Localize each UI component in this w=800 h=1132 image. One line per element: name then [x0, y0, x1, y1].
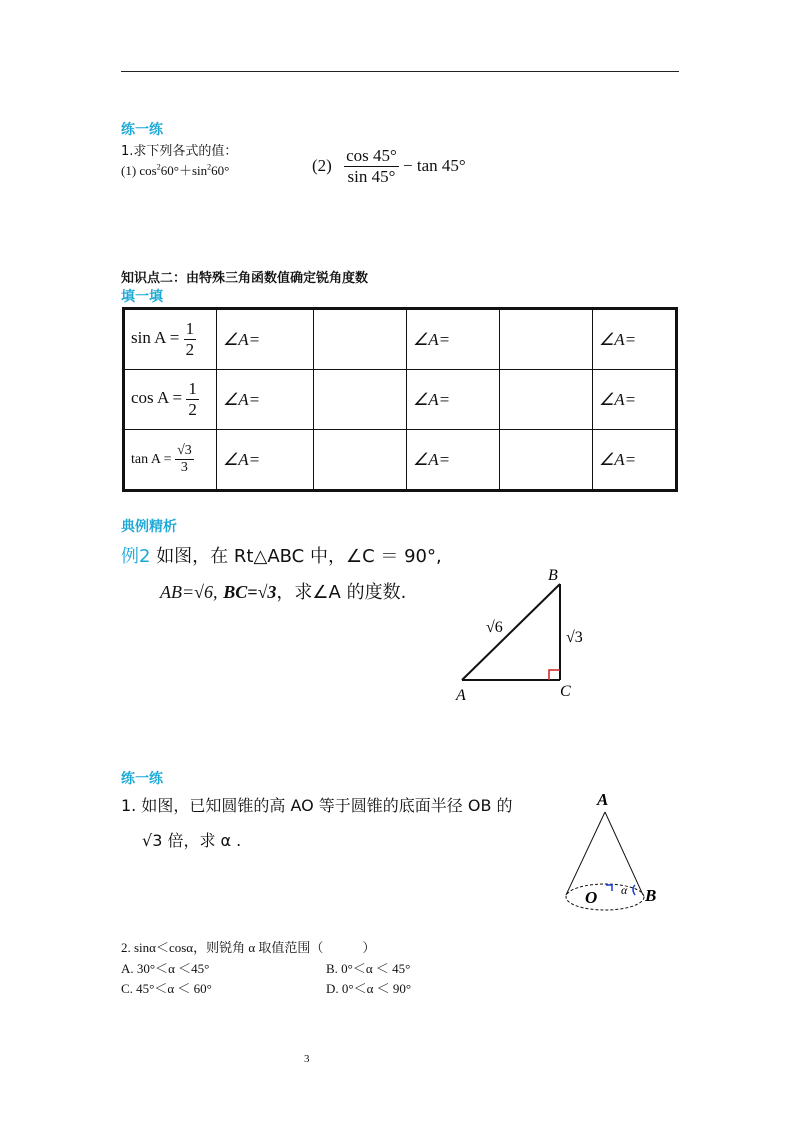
cone-left-edge [566, 812, 605, 895]
hypotenuse-line [462, 584, 560, 680]
vertex-b-label: B [548, 567, 558, 584]
angle-cell: ∠A= [593, 310, 676, 370]
option-a[interactable]: A. 30°＜α ＜45° [121, 961, 210, 976]
angle-cell: ∠A= [407, 430, 500, 490]
angle-cell: ∠A= [217, 370, 314, 430]
table-row [125, 310, 676, 370]
angle-cell: ∠A= [217, 310, 314, 370]
triangle-figure [448, 562, 598, 712]
table-row [125, 370, 676, 430]
vertex-c-label: C [560, 683, 571, 700]
option-d[interactable]: D. 0°＜α ＜ 90° [326, 981, 412, 996]
knowledge-title: 知识点二：由特殊三角函数值确定锐角度数 [121, 271, 369, 286]
practice-heading: 练一练 [121, 122, 163, 138]
blank-cell[interactable] [314, 430, 407, 490]
fill-heading: 填一填 [121, 289, 163, 305]
question-1: (1) $\cos^260^\circ+\sin^260^\circ$ [121, 162, 230, 178]
example-line-1: 例2 如图，在 Rt△ABC 中，∠C ＝ 90°, [121, 546, 442, 567]
alpha-label: α [621, 883, 628, 897]
trig-expression: cos A = $\frac{1}{2}$ [125, 370, 217, 430]
cone-right-angle-mark [606, 885, 612, 891]
fraction: $\frac{\cos 45^\circ}{\sin 45^\circ}$ [346, 146, 397, 186]
blank-cell[interactable] [500, 370, 593, 430]
angle-cell: ∠A= [217, 430, 314, 490]
cone-apex-label: A [597, 790, 609, 809]
trig-expression: tan A = $\frac{√3}{3}$ [125, 430, 217, 490]
side-label: √3 [566, 629, 583, 646]
angle-cell: ∠A= [407, 370, 500, 430]
example-line-2: AB=√6, BC=√3，求∠A 的度数. [160, 582, 407, 603]
cone-base [566, 884, 644, 910]
cone-question-line-2: √3 倍，求 α . [142, 831, 242, 850]
cone-center-label: O [585, 888, 598, 907]
question-2: 2. sinα＜cosα，则锐角 α 取值范围（ ） [121, 940, 376, 955]
example-heading: 典例精析 [121, 519, 177, 535]
cone-figure [555, 785, 675, 915]
cone-question-line-1: 1. 如图，已知圆锥的高 AO 等于圆锥的底面半径 OB 的 [121, 796, 513, 815]
right-angle-mark [549, 670, 560, 680]
header-rule [121, 71, 679, 72]
cone-b-label: B [645, 886, 657, 905]
trig-expression: sin A = $\frac{1}{2}$ [125, 310, 217, 370]
question-intro: 1.求下列各式的值： [121, 144, 238, 159]
hypotenuse-label: √6 [486, 619, 503, 636]
practice-heading-2: 练一练 [121, 771, 163, 787]
blank-cell[interactable] [314, 310, 407, 370]
angle-cell: ∠A= [593, 430, 676, 490]
blank-cell[interactable] [500, 310, 593, 370]
blank-cell[interactable] [500, 430, 593, 490]
question-2: (2) $\frac{\cos 45^\circ}{\sin 45^\circ}$ − tan 45° [312, 146, 466, 186]
angle-cell: ∠A= [593, 370, 676, 430]
option-b[interactable]: B. 0°＜α ＜ 45° [326, 961, 411, 976]
angle-cell: ∠A= [407, 310, 500, 370]
trig-table [124, 309, 676, 490]
example-label: 例2 [121, 546, 151, 567]
page-number: 3 [304, 1053, 310, 1065]
alpha-arc [633, 885, 635, 895]
vertex-a-label: A [456, 687, 466, 704]
table-row [125, 430, 676, 490]
option-c[interactable]: C. 45°＜α ＜ 60° [121, 981, 212, 996]
blank-cell[interactable] [314, 370, 407, 430]
